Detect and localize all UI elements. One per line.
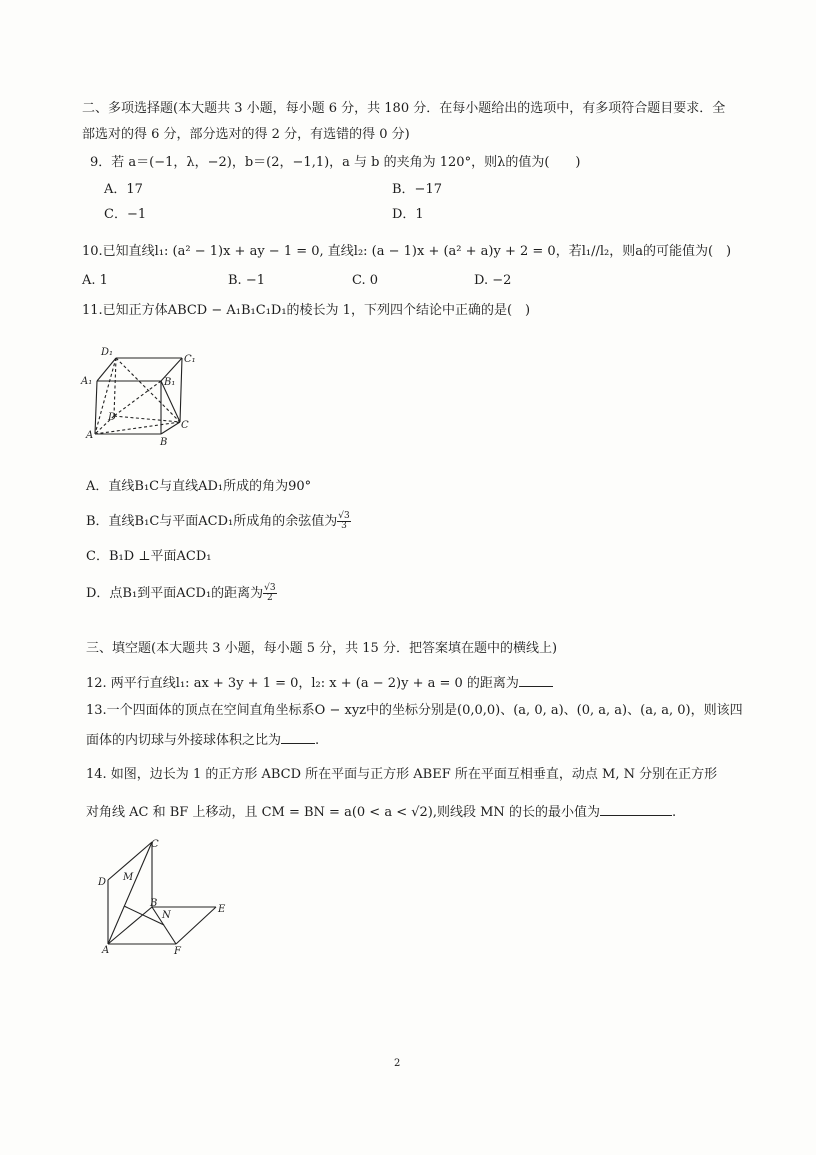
q11-stem: 11.已知正方体ABCD − A₁B₁C₁D₁的棱长为 1，下列四个结论中正确的是( ) [82, 303, 531, 318]
q14-answer-blank[interactable] [600, 803, 672, 816]
q11-option-b-numerator: √3 [338, 511, 350, 521]
q14-line1: 14. 如图，边长为 1 的正方形 ABCD 所在平面与正方形 ABEF 所在平面互相垂直，动点 M, N 分别在正方形 [86, 767, 718, 782]
q11-option-d-text: D．点B₁到平面ACD₁的距离为 [86, 586, 264, 601]
q9-stem: 9．若 a＝(−1，λ，−2)，b＝(2，−1,1)，a 与 b 的夹角为 120°，则λ的值为( ) [90, 155, 581, 170]
q9-option-d: D．1 [392, 207, 424, 222]
q13-line1: 13.一个四面体的顶点在空间直角坐标系O − xyz中的坐标分别是(0,0,0)、(a, 0, a)、(0, a, a)、(a, a, 0)，则该四 [86, 703, 743, 718]
q10-option-a: A. 1 [82, 273, 108, 288]
squares-label-n: N [162, 910, 171, 921]
squares-figure [94, 834, 234, 956]
squares-label-m: M [123, 872, 134, 883]
section2-heading-line2: 部选对的得 6 分，部分选对的得 2 分，有选错的得 0 分) [82, 127, 410, 142]
q11-option-b-text: B．直线B₁C与平面ACD₁所成角的余弦值为 [86, 514, 338, 529]
squares-label-b: B [150, 898, 158, 909]
cube-label-c1: C₁ [184, 354, 196, 365]
cube-label-b: B [160, 437, 168, 448]
squares-label-f: F [174, 946, 181, 956]
cube-label-b1: B₁ [164, 377, 176, 388]
q11-option-d-fraction [263, 584, 276, 603]
cube-figure [80, 344, 210, 448]
q11-option-d-denominator: 2 [267, 593, 273, 603]
q12-text: 12. 两平行直线l₁: ax + 3y + 1 = 0，l₂: x + (a − 2)y + a = 0 的距离为 [86, 676, 519, 691]
q11-option-a: A．直线B₁C与直线AD₁所成的角为90° [86, 479, 312, 494]
q13-line2: 面体的内切球与外接球体积之比为 . [86, 733, 320, 748]
cube-label-a: A [86, 430, 94, 441]
q9-option-a: A．17 [104, 182, 143, 197]
section3-heading: 三、填空题(本大题共 3 小题，每小题 5 分，共 15 分．把答案填在题中的横线上) [86, 641, 558, 656]
q14-line2: 对角线 AC 和 BF 上移动，且 CM = BN = a(0 < a < √2),则线段 MN 的长的最小值为 . [86, 805, 677, 820]
q11-option-b-denominator: 3 [341, 521, 347, 531]
q9-option-c: C．−1 [104, 207, 147, 222]
squares-label-e: E [218, 904, 226, 915]
squares-label-a: A [102, 945, 110, 956]
q12-stem [86, 674, 553, 693]
page-number: 2 [394, 1058, 401, 1069]
q13-answer-blank[interactable] [281, 731, 315, 744]
squares-label-d: D [98, 877, 107, 888]
section2-heading-line1: 二、多项选择题(本大题共 3 小题，每小题 6 分，共 180 分．在每小题给出的选项中，有多项符合题目要求．全 [82, 101, 726, 116]
q10-stem: 10.已知直线l₁: (a² − 1)x + ay − 1 = 0, 直线l₂: (a − 1)x + (a² + a)y + 2 = 0，若l₁//l₂，则a的可能值为( ) [82, 244, 732, 259]
q10-option-b: B. −1 [228, 273, 265, 288]
q11-option-c: C．B₁D ⊥平面ACD₁ [86, 549, 212, 564]
q12-answer-blank[interactable] [519, 674, 553, 687]
cube-label-a1: A₁ [81, 376, 93, 387]
squares-label-c: C [151, 839, 159, 850]
q10-option-d: D. −2 [474, 273, 512, 288]
q13-line2-text: 面体的内切球与外接球体积之比为 [86, 733, 282, 748]
q11-option-d-numerator: √3 [264, 583, 276, 593]
q9-option-b: B．−17 [392, 182, 442, 197]
q11-option-d [86, 584, 277, 603]
q11-option-b [86, 512, 351, 531]
q11-option-b-fraction [337, 512, 350, 531]
cube-label-c: C [181, 420, 189, 431]
q14-line2-text: 对角线 AC 和 BF 上移动，且 CM = BN = a(0 < a < √2),则线段 MN 的长的最小值为 [86, 805, 600, 820]
cube-label-d1: D₁ [101, 347, 114, 358]
cube-label-d: D [108, 412, 117, 423]
q10-option-c: C. 0 [352, 273, 379, 288]
